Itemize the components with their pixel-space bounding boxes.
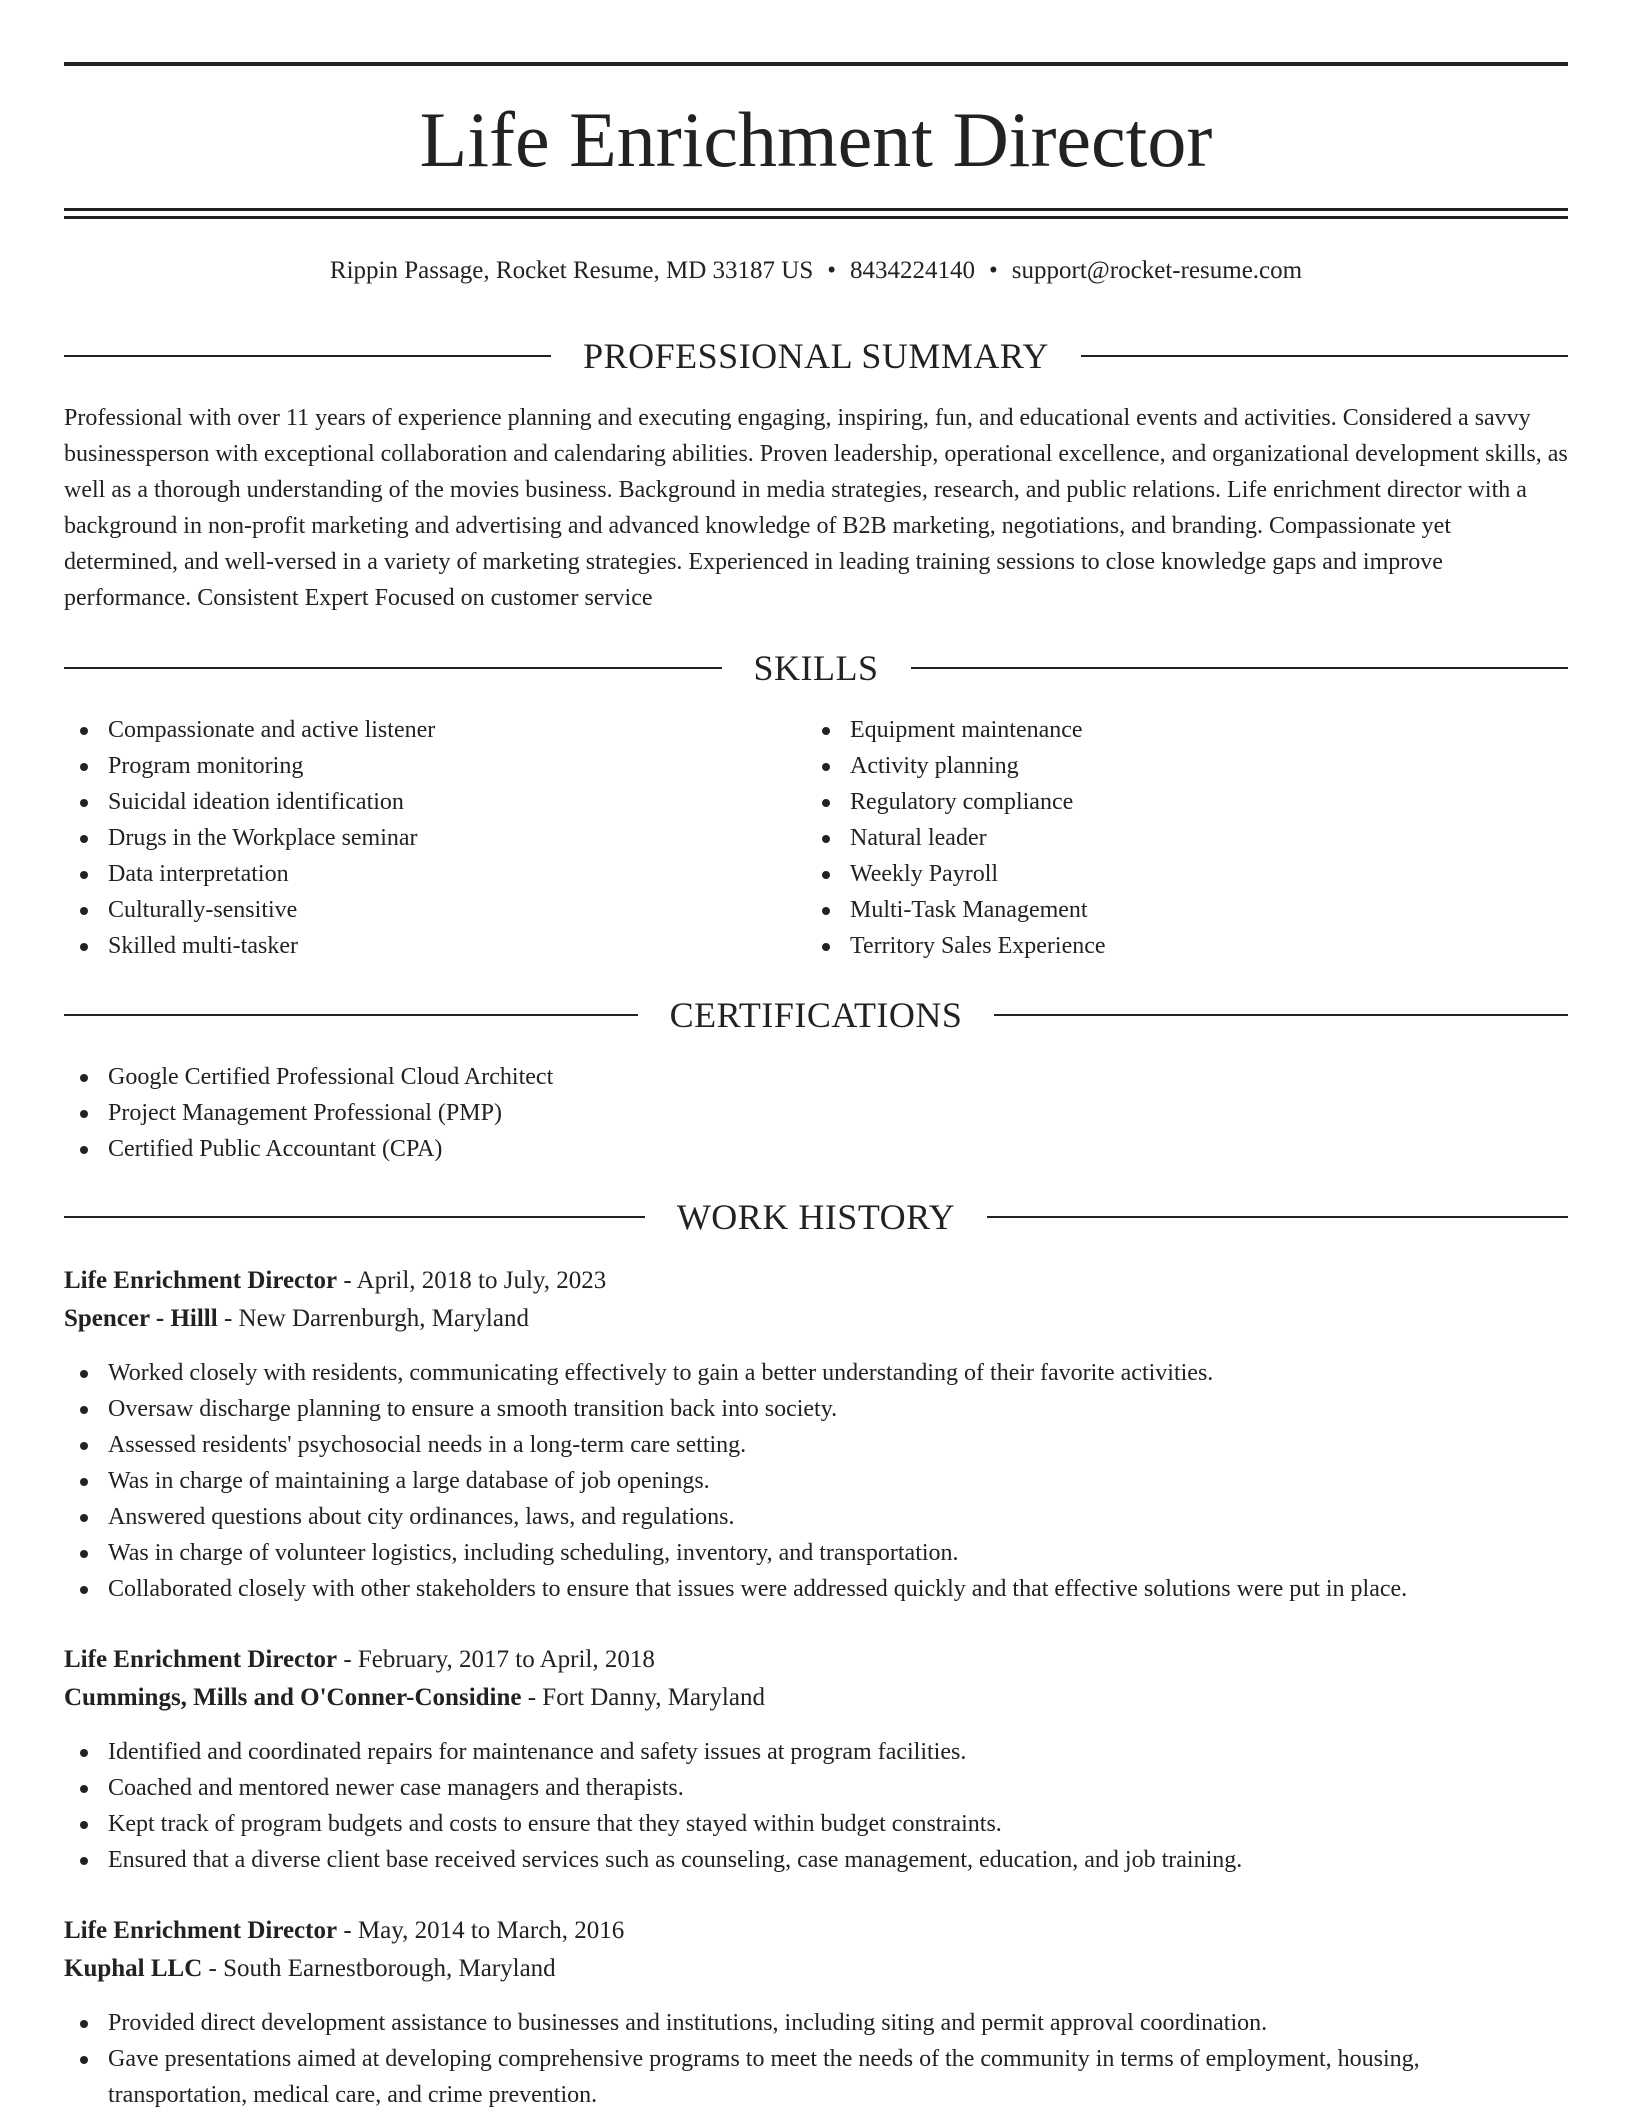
contact-email: support@rocket-resume.com: [1011, 257, 1303, 284]
job-title: Life Enrichment Director: [64, 1917, 338, 1944]
job-location: - South Earnestborough, Maryland: [202, 1955, 556, 1982]
skill-item: Territory Sales Experience: [806, 928, 1506, 964]
job-bullet: Ensured that a diverse client base received services such as counseling, case management, education, and job training.: [64, 1842, 1568, 1878]
job-title: Life Enrichment Director: [64, 1646, 338, 1673]
job-bullet: Gave presentations aimed at developing comprehensive programs to meet the needs of the community in terms of employment, housing, transportation, medical care, and crime prevention.: [64, 2041, 1504, 2113]
header-bottom-rule-2: [64, 216, 1568, 219]
heading-rule-right: [911, 667, 1569, 669]
section-heading-certifications: [64, 993, 1568, 1037]
job-dates: - May, 2014 to March, 2016: [337, 1917, 625, 1944]
section-title: WORK HISTORY: [676, 1197, 956, 1237]
heading-rule-right: [987, 1216, 1568, 1218]
job-bullet: Assessed residents' psychosocial needs in a long-term care setting.: [64, 1427, 1568, 1463]
skills-list-left: [64, 712, 764, 964]
skills-column-right: [806, 712, 1506, 964]
job-company-line: [64, 1300, 1568, 1338]
skill-item: Suicidal ideation identification: [64, 784, 764, 820]
job-bullet: Worked closely with residents, communicating effectively to gain a better understanding of their favorite activities.: [64, 1355, 1568, 1391]
skill-item: Drugs in the Workplace seminar: [64, 820, 764, 856]
job-bullet: Kept track of program budgets and costs to ensure that they stayed within budget constraints.: [64, 1806, 1568, 1842]
job-bullet: Was in charge of maintaining a large database of job openings.: [64, 1463, 1568, 1499]
section-heading-skills: [64, 646, 1568, 690]
contact-line: [64, 254, 1568, 288]
skill-item: Regulatory compliance: [806, 784, 1506, 820]
job-company-line: [64, 1950, 1568, 1988]
certification-item: Certified Public Accountant (CPA): [64, 1131, 1568, 1167]
skill-item: Compassionate and active listener: [64, 712, 764, 748]
job-location: - Fort Danny, Maryland: [521, 1684, 765, 1711]
job-bullet: Answered questions about city ordinances, laws, and regulations.: [64, 1499, 1568, 1535]
job-bullet: Coached and mentored newer case managers and therapists.: [64, 1770, 1568, 1806]
job-title-line: [64, 1641, 1568, 1679]
job-bullet: Provided direct development assistance to businesses and institutions, including siting and permit approval coordination.: [64, 2005, 1504, 2041]
contact-phone: 8434224140: [850, 257, 976, 284]
heading-rule-left: [64, 667, 722, 669]
heading-rule-right: [994, 1014, 1568, 1016]
section-heading-summary: [64, 334, 1568, 378]
job-company: Kuphal LLC: [64, 1955, 203, 1982]
job-bullets: [64, 2005, 1504, 2113]
job-title: Life Enrichment Director: [64, 1267, 338, 1294]
job-title-line: [64, 1262, 1568, 1300]
heading-rule-left: [64, 1014, 638, 1016]
job-company: Spencer - Hilll: [64, 1305, 218, 1332]
skill-item: Program monitoring: [64, 748, 764, 784]
skill-item: Activity planning: [806, 748, 1506, 784]
certification-item: Google Certified Professional Cloud Architect: [64, 1059, 1568, 1095]
job-bullets: [64, 1355, 1568, 1607]
job-bullet: Collaborated closely with other stakeholders to ensure that issues were addressed quickly and that effective solutions were put in place.: [64, 1571, 1568, 1607]
job-bullet: Identified and coordinated repairs for maintenance and safety issues at program facilities.: [64, 1734, 1568, 1770]
certification-item: Project Management Professional (PMP): [64, 1095, 1568, 1131]
skill-item: Data interpretation: [64, 856, 764, 892]
job-company-line: [64, 1679, 1568, 1717]
skill-item: Multi-Task Management: [806, 892, 1506, 928]
summary-text: Professional with over 11 years of experience planning and executing engaging, inspiring, fun, and educational events and activities. Considered a savvy businessperson with exceptional collaboration and calendaring abilities. Proven leadership, operational excellence, and organizational development skills, as well as a thorough understanding of the movies business. Background in media strategies, research, and public relations. Life enrichment director with a background in non-profit marketing and advertising and advanced knowledge of B2B marketing, negotiations, and branding. Compassionate yet determined, and well-versed in a variety of marketing strategies. Experienced in leading training sessions to close knowledge gaps and improve performance. Consistent Expert Focused on customer service: [64, 405, 1568, 611]
section-title: SKILLS: [753, 648, 879, 688]
skill-item: Equipment maintenance: [806, 712, 1506, 748]
section-heading-work-history: [64, 1195, 1568, 1239]
job-title-line: [64, 1912, 1568, 1950]
header-top-rule: [64, 62, 1568, 66]
job-bullet: Oversaw discharge planning to ensure a smooth transition back into society.: [64, 1391, 1568, 1427]
header-bottom-rule-1: [64, 208, 1568, 211]
section-title: PROFESSIONAL SUMMARY: [583, 336, 1049, 376]
heading-rule-left: [64, 355, 551, 357]
job-bullet: Was in charge of volunteer logistics, including scheduling, inventory, and transportation.: [64, 1535, 1568, 1571]
job-dates: - April, 2018 to July, 2023: [337, 1267, 607, 1294]
skills-list-right: [806, 712, 1506, 964]
page-title: Life Enrichment Director: [419, 96, 1213, 183]
job-bullets: [64, 1734, 1568, 1878]
skill-item: Skilled multi-tasker: [64, 928, 764, 964]
certifications-list: [64, 1059, 1568, 1167]
section-title: CERTIFICATIONS: [669, 995, 963, 1035]
skill-item: Natural leader: [806, 820, 1506, 856]
contact-separator: •: [827, 257, 837, 284]
contact-separator: •: [989, 257, 998, 284]
job-company: Cummings, Mills and O'Conner-Considine: [64, 1684, 522, 1711]
heading-rule-right: [1081, 355, 1568, 357]
skill-item: Weekly Payroll: [806, 856, 1506, 892]
job-dates: - February, 2017 to April, 2018: [337, 1646, 655, 1673]
contact-address: Rippin Passage, Rocket Resume, MD 33187 US: [329, 257, 814, 284]
heading-rule-left: [64, 1216, 645, 1218]
job-location: - New Darrenburgh, Maryland: [217, 1305, 529, 1332]
skill-item: Culturally-sensitive: [64, 892, 764, 928]
skills-column-left: [64, 712, 764, 964]
